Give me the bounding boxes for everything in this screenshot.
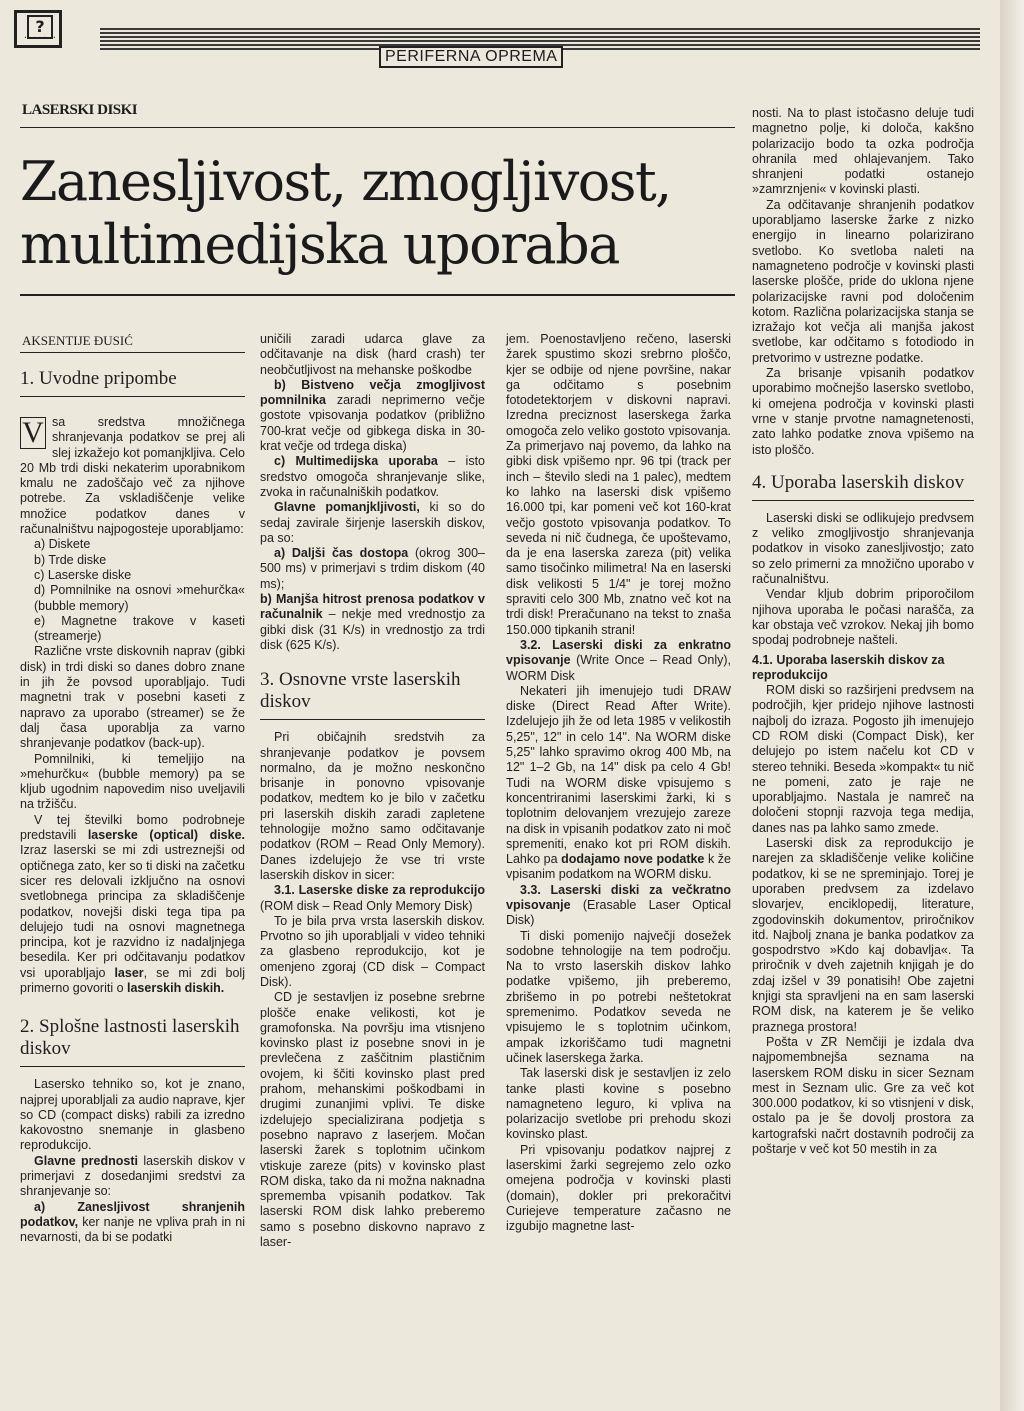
paragraph: Za odčitavanje shranjenih podatkov uporabljamo laserske žarke z nizko energijo in linearno polarizirano svetlobo. Ko svetloba naleti na namagneteno področje v kovinski plasti laserske plošče, pride do uklona njene polarizacijske ravni pod določenim kotom. Različna polarizacijska stanja se izražajo kot večja ali manjša jakost svetlobe, kar odčitamo s fotodiodo in pretvorimo v ustrezne podatke. <box>752 197 974 365</box>
paragraph: c) Multimedijska uporaba – isto sredstvo omogoča shranjevanje slike, zvoka in računalniških podatkov. <box>260 454 485 499</box>
list-item: d) Pomnilnike na osnovi »mehurčka« (bubble memory) <box>34 583 245 613</box>
list-item: b) Trde diske <box>34 552 107 567</box>
paragraph: Lasersko tehniko so, kot je znano, najprej uporabljali za audio naprave, kjer so CD (compact disks) rabili za izredno kakovostno snemanje in glasbeno reprodukcijo. <box>20 1077 245 1153</box>
paragraph: Različne vrste diskovnih naprav (gibki disk) in trdi diski so danes dobro znane in jih že povsod uporabljajo. Tudi magnetni trak v posebni kaseti z napravo za uporabo (streamer) se že dalj časa uporablja za varno shranjevanje podatkov (back-up). <box>20 644 245 751</box>
author-name: AKSENTIJE ĐUSIĆ <box>22 333 133 348</box>
paragraph: Ti diski pomenijo največji dosežek sodobne tehnologije na tem področju. Na to vrsto laserskih diskov lahko podatke vpišemo, jih preberemo, zbrišemo in po potrebi neštetokrat spremenimo. Podatkov seveda ne vpisujemo le s toplotnim učinkom, ampak izkoriščamo tudi magnetni učinek laserskega žarka. <box>506 928 731 1065</box>
list-item: a) Diskete <box>34 537 91 552</box>
paragraph: Pomnilniki, ki temeljijo na »mehurčku« (bubble memory) pa se kljub ugodnim napovedim niso uveljavili na tržišču. <box>20 751 245 812</box>
section-rule <box>20 127 735 128</box>
paragraph: Za brisanje vpisanih podatkov uporabimo močnejšo lasersko svetlobo, ki omejena področja v kovinski plasti vrne v stanje prvotne namagnetenosti, zato lahko podatke znova vpišemo na isto ploščo. <box>752 366 974 457</box>
paragraph: Laserski disk za reprodukcijo je narejen za skladiščenje velike količine podatkov, ki se ne spreminjajo. Torej je uporaben predvsem za izdelavo slovarjev, enciklopedij, literature, zgodovinskih dokumentov, priročnikov itd. Najbolj znana je banka podatkov za gospodrstvo »Kdo kaj dobavlja«. Ta priročnik v dveh zajetnih knjigah je do zdaj izšel v 39 ponatisih! Obe zajetni knjigi sta spravljeni na en sam laserski ROM disk, na katerem je še veliko praznega prostora! <box>752 836 974 1034</box>
paragraph: To je bila prva vrsta laserskih diskov. Prvotno so jih uporabljali v video tehniki za glasbeno reprodukcijo, kot je omenjeno zgoraj (CD disk – Compact Disk). <box>260 913 485 989</box>
paragraph: Glavne pomanjkljivosti, ki so do sedaj zavirale širjenje laserskih diskov, pa so: <box>260 500 485 545</box>
paragraph: a) Zanesljivost shranjenih podatkov, ker nanje ne vpliva prah in ni nevarnosti, da bi se podatki <box>20 1199 245 1245</box>
question-mark-glyph: ? <box>27 15 53 39</box>
paragraph: Vendar kljub dobrim priporočilom njihova uporaba le počasi narašča, za kar obstaja več vzrokov. Nekaj jih bomo spodaj podrobneje našteli. <box>752 587 974 648</box>
author-rule <box>20 352 245 353</box>
subheading-reprodukcija: 4.1. Uporaba laserskih diskov za reprodukcijo <box>752 652 945 682</box>
paragraph: Nekateri jih imenujejo tudi DRAW diske (Direct Read After Write). Izdelujejo jih že od leta 1985 v velikostih 5,25", 12" in celo 14". Na WORM diske 5,25" lahko spravimo okrog 400 Mb, na 12" 1–2 Gb, na 14" disk pa celo 4 Gb! Tudi na WORM diske vpisujemo s koncentriranimi laserskimi žarki, ki s toplotnim delovanjem vrezujejo zareze na disk in vpisanih podatkov zato ni moč spremeniti, enako kot pri ROM diskih. Lahko pa dodajamo nove podatke k že vpisanim podatkom na WORM disku. <box>506 683 731 882</box>
title-rule <box>20 294 735 296</box>
question-mark-icon <box>14 10 62 48</box>
title-line-2: multimedijska uporaba <box>20 213 619 276</box>
heading-splosne-lastnosti: 2. Splošne lastnosti laserskih diskov <box>20 1016 245 1067</box>
paragraph: nosti. Na to plast istočasno deluje tudi magnetno polje, ki določa, kakšno polarizacijo bodo ta ozka področja ohranila med ohlajevanjem. Tako shranjeni podatki ostanejo »zamrznjeni« v kovinski plasti. <box>752 106 974 197</box>
paragraph: Laserski diski se odlikujejo predvsem z veliko zmogljivostjo shranjevanja podatkov in visoko zanesljivostjo; zato so zelo primerni za množično uporabo v računalništvu. <box>752 510 974 587</box>
column-1 <box>20 368 245 1246</box>
heading-osnovne-vrste: 3. Osnovne vrste laserskih diskov <box>260 669 485 720</box>
rubric-label: PERIFERNA OPREMA <box>379 46 563 68</box>
heading-uporaba: 4. Uporaba laserskih diskov <box>752 472 974 501</box>
article-title <box>20 150 740 276</box>
paragraph: 3.2. Laserski diski za enkratno vpisovanje (Write Once – Read Only), WORM Disk <box>506 637 731 683</box>
drop-cap: V <box>20 417 46 449</box>
list-item: e) Magnetne trakove v kaseti (streamerje) <box>34 613 245 644</box>
column-4 <box>752 106 974 1157</box>
paragraph: uničili zaradi udarca glave za odčitavanje na disk (hard crash) ter neobčutljivost na mehanske poškodbe <box>260 332 485 377</box>
list-item: c) Laserske diske <box>34 567 132 582</box>
column-2 <box>260 332 485 1250</box>
paragraph: ROM diski so razširjeni predvsem na področjih, kjer pridejo njihove lastnosti najbolj do izraza. Pogosto jih imenujejo CD ROM diski (Compact Disk), ker delujejo po istem načelu kot CD v stereo tehniki. Beseda »kompakt« tu nič ne pomeni, zato je raje ne uporabljajmo. Nastala je namreč na določeni stopnji razvoja tega medija, danes nas pa lahko samo zmede. <box>752 683 974 835</box>
paragraph: Pri običajnih sredstvih za shranjevanje podatkov je povsem normalno, da je možno neskončno brisanje in ponovno vpisovanje podatkov, medtem ko je bilo v začetku pri laserskih diskih zaradi zapletene tehnologije možno samo odčitavanje podatkov (ROM – Read Only Memory). Danes izdelujejo že vse tri vrste laserskih diskov in sicer: <box>260 730 485 882</box>
paragraph: Pošta v ZR Nemčiji je izdala dva najpomembnejša seznama na laserskem ROM disku in sicer Seznam mest in Seznam ulic. Gre za več kot 300.000 podatkov, ki so vtisnjeni v disk, ostalo pa je še dovolj prostora za kartografski načrt dostavnih področij za poštarje v več kot 50 mestih in za <box>752 1034 974 1156</box>
paragraph: b) Bistveno večja zmogljivost pomnilnika zaradi neprimerno večje gostote vpisovanja podatkov (približno 700-krat večje od gibkega diska in 30-krat večje od trdega diska) <box>260 377 485 454</box>
paragraph: 3.1. Laserske diske za reprodukcijo (ROM disk – Read Only Memory Disk) <box>260 883 485 913</box>
dots-decoration: ·····−· <box>23 33 57 42</box>
column-3 <box>506 332 731 1235</box>
paragraph: V sa sredstva množičnega shranjevanja podatkov se prej ali slej izkažejo kot pomanjkljiva. Celo 20 Mb trdi diski nekaterim uporabnikom kmalu ne zadoščajo več za njihove potrebe. Za vskladiščenje velike množice podatkov danes v računalništvu najpogosteje uporabljamo: <box>20 415 245 537</box>
paragraph: CD je sestavljen iz posebne srebrne plošče enake velikosti, kot je gramofonska. Na površju ima vtisnjeno kovinsko plast iz posebne snovi in je prevlečena z zaščitnim plastičnim ovojem, ki ščiti kovinsko plast pred prahom, mehanskimi poškodbami in drugimi zunanjimi vplivi. Te diske izdelujejo specializirana podjetja s posebno napravo z laserjem. Močan laserski žarek s toplotnim učinkom vtiskuje zareze (pits) v kovinsko plast ROM diska, tako da ni možna naknadna sprememba vpisanih podatkov. Tak laserski ROM disk lahko preberemo samo s posebno diskovno napravo z laser- <box>260 990 485 1250</box>
paragraph: jem. Poenostavljeno rečeno, laserski žarek spustimo skozi srebrno ploščo, kjer se odbije od njene površine, nakar ga odčitamo s posebnim fotodetektorjem v diskovni napravi. Izredna preciznost laserskega žarka omogoča zelo veliko gostoto vpisovanja. Za primerjavo naj povemo, da lahko na gibki disk vpišemo npr. 96 tpi (track per inch – število sledi na 1 palec), medtem ko lahko na laserski disk vpišemo 16.000 tpi, kar pomeni več kot 160-krat večjo gostoto vpisovanja podatkov. To seveda ni nič čudnega, če upoštevamo, da je ena laserska zareza (pit) velika samo tisočinko milimetra! Na en laserski disk velikosti 5 1/4" je torej možno spraviti celo 300 Mb, znatno več kot na trdi disk! Preračunano na tekst to znaša 150.000 tipkanih strani! <box>506 332 731 637</box>
paragraph: b) Manjša hitrost prenosa podatkov v računalnik – nekje med vrednostjo za gibki disk (31 K/s) in vrednostjo za trdi disk (625 K/s). <box>260 592 485 652</box>
page-edge <box>1000 0 1024 1411</box>
section-label: LASERSKI DISKI <box>22 102 138 118</box>
paragraph: 3.3. Laserski diski za večkratno vpisovanje (Erasable Laser Optical Disk) <box>506 882 731 928</box>
paragraph: a) Daljši čas dostopa (okrog 300–500 ms) v primerjavi s trdim diskom (40 ms); <box>260 546 485 591</box>
paragraph: Pri vpisovanju podatkov najprej z laserskimi žarki segrejemo zelo ozko omejena področja v kovinski plasti (domain), dokler pri prekoračitvi Curiejeve temperature začasno ne izgubijo magnetne last- <box>506 1142 731 1234</box>
paragraph: V tej številki bomo podrobneje predstavili laserske (optical) diske. Izraz laserski se mi zdi ustreznejši od optičnega zato, ker so ti diski na začetku sicer res delovali izključno na osnovi svetlobnega principa za skladiščenje podatkov, novejši diski tega tipa pa delujejo tudi na osnovi magnetnega principa, kot je razvidno iz nadaljnjega besedila. Ker pri odčitavanju podatkov vsi uporabljajo laser, se mi zdi bolj primerno govoriti o laserskih diskih. <box>20 812 246 995</box>
heading-uvodne-pripombe: 1. Uvodne pripombe <box>20 368 245 397</box>
paragraph: Tak laserski disk je sestavljen iz zelo tanke plasti kovine s posebno namagneteno leguro, ki vpliva na polarizacijo svetlobe pri prehodu skozi kovinsko plast. <box>506 1066 731 1142</box>
paragraph: Glavne prednosti laserskih diskov v primerjavi z dosedanjimi sredstvi za shranjevanje so: <box>20 1153 245 1199</box>
title-line-1: Zanesljivost, zmogljivost, <box>20 150 671 213</box>
